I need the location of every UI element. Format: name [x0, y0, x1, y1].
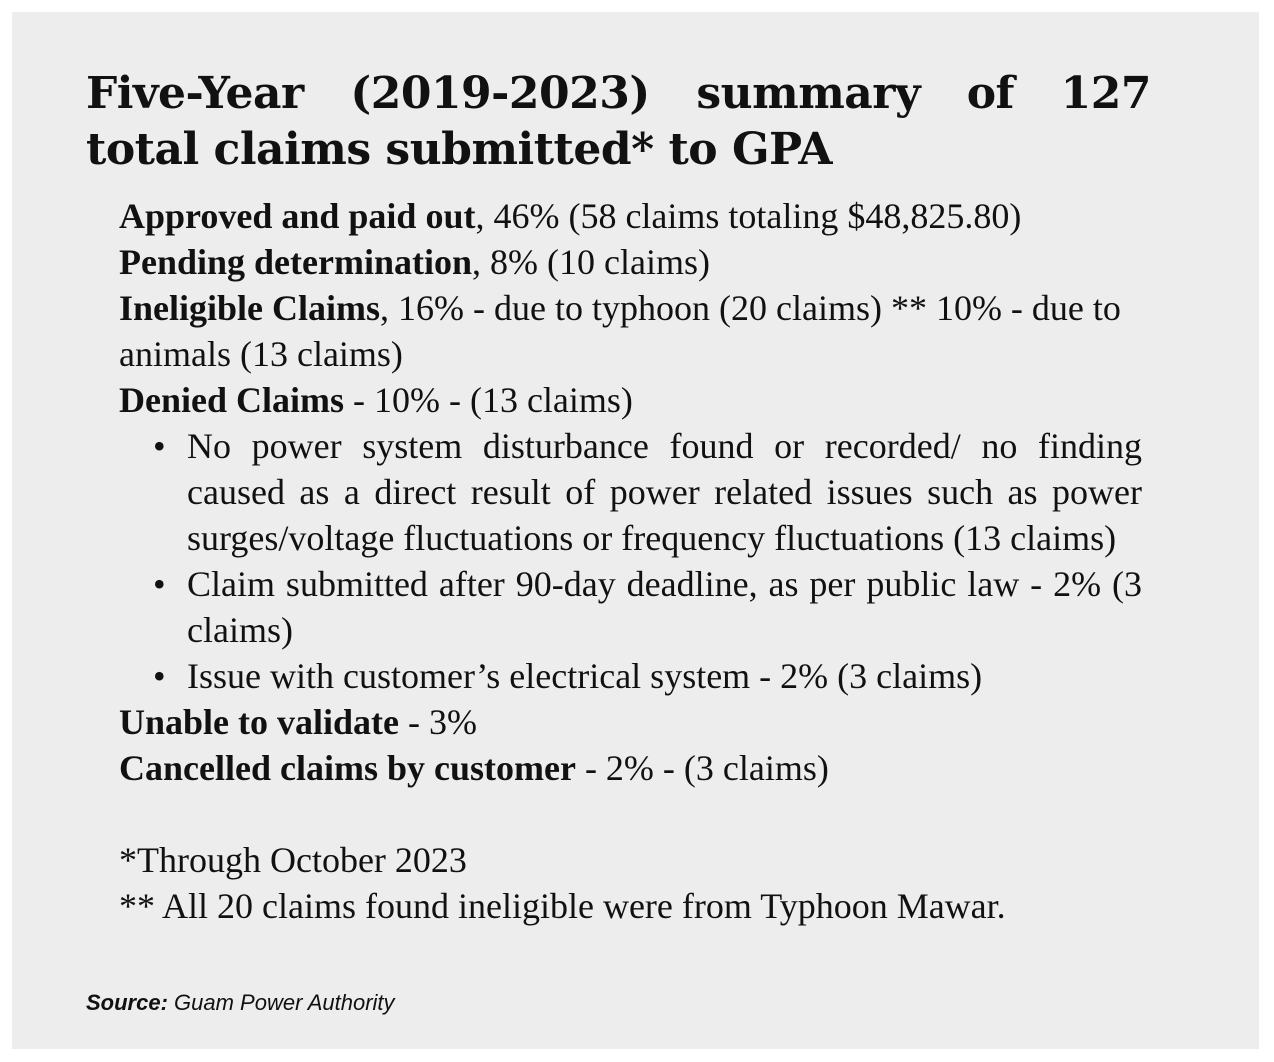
item-approved-label: Approved and paid out	[119, 196, 476, 236]
item-ineligible-text: , 16% - due to typhoon (20 claims) ** 10% - due to animals (13 claims)	[119, 288, 1121, 374]
claims-summary	[119, 193, 1149, 929]
denied-reason-item	[119, 653, 1142, 699]
item-ineligible	[119, 285, 1149, 377]
item-unable-text: - 3%	[399, 702, 477, 742]
item-cancelled-label: Cancelled claims by customer	[119, 748, 576, 788]
item-unable-to-validate	[119, 699, 1149, 745]
infobox-title: Five-Year (2019-2023) summary of 127 total claims submitted* to GPA	[86, 68, 1151, 175]
item-denied	[119, 377, 1149, 423]
item-approved-text: , 46% (58 claims totaling $48,825.80)	[475, 196, 1022, 236]
item-cancelled	[119, 745, 1149, 791]
denied-reason-text: No power system disturbance found or recorded/ no finding caused as a direct result of power related issues such as power surges/voltage fluctuations or frequency fluctuations (13 claims)	[187, 426, 1142, 558]
denied-reason-text: Issue with customer’s electrical system - 2% (3 claims)	[187, 656, 983, 696]
infobox-panel	[12, 12, 1259, 1049]
footnote-typhoon-mawar: ** All 20 claims found ineligible were from Typhoon Mawar.	[119, 886, 1006, 926]
item-ineligible-label: Ineligible Claims	[119, 288, 381, 328]
bullet-icon: •	[153, 564, 166, 604]
footnote-through-date: *Through October 2023	[119, 840, 467, 880]
item-denied-text: - 10% - (13 claims)	[344, 380, 633, 420]
denied-reason-item	[119, 423, 1142, 561]
item-denied-label: Denied Claims	[119, 380, 344, 420]
bullet-icon: •	[153, 656, 166, 696]
source-label: Source:	[86, 990, 168, 1015]
denied-reason-item	[119, 561, 1142, 653]
item-pending-text: , 8% (10 claims)	[472, 242, 710, 282]
denied-reasons-list	[119, 423, 1149, 699]
source-text: Guam Power Authority	[167, 990, 395, 1015]
source-credit	[86, 989, 395, 1017]
section-spacer	[119, 791, 1149, 837]
item-cancelled-text: - 2% - (3 claims)	[575, 748, 829, 788]
denied-reason-text: Claim submitted after 90-day deadline, as per public law - 2% (3 claims)	[187, 564, 1142, 650]
bullet-icon: •	[153, 426, 166, 466]
item-approved	[119, 193, 1149, 239]
item-pending-label: Pending determination	[119, 242, 473, 282]
item-pending	[119, 239, 1149, 285]
item-unable-label: Unable to validate	[119, 702, 400, 742]
